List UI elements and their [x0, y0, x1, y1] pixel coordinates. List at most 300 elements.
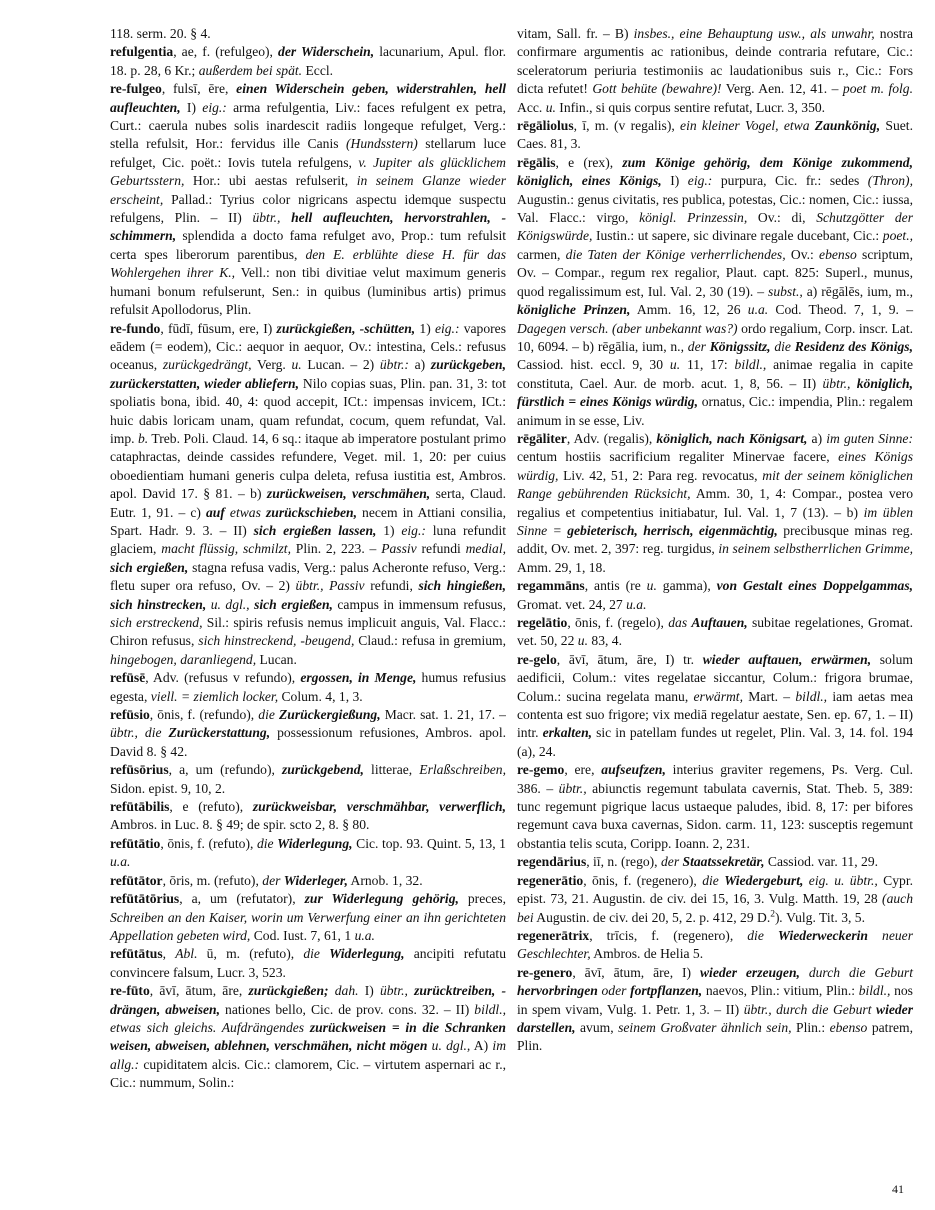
- headword: rēgāliter: [517, 430, 567, 446]
- headword: re-gelo: [517, 651, 557, 667]
- entry-text: , āvī, ātum, āre,: [149, 983, 249, 999]
- italic-note: Schutzgötter der Königswürde,: [517, 210, 913, 244]
- italic-note: (auch bei: [517, 891, 913, 925]
- dictionary-entry: [110, 761, 506, 798]
- italic-note: ein kleiner Vogel, etwa: [680, 118, 810, 134]
- italic-note: der: [687, 338, 706, 354]
- entry-text: centum hostiis sacrificium regaliter Minervae facere,: [517, 449, 839, 465]
- headword: regenerātio: [517, 872, 584, 888]
- italic-note: sich erstreckend,: [110, 615, 203, 630]
- dictionary-entry: [110, 890, 506, 945]
- entry-text: , ere,: [564, 762, 602, 778]
- italic-note: bildl.,: [795, 688, 828, 704]
- entry-text: stagna refusa vadis, Verg.: palus Acheronte refuso, Verg.: fletu super ora refuso, Ov. – 2): [110, 559, 506, 594]
- entry-text: Cassiod. hist. eccl. 9, 30: [517, 357, 670, 373]
- translation: Königssitz,: [709, 338, 771, 354]
- italic-note: bildl., etwas sich gleichs. Aufdrängendes: [110, 1001, 507, 1035]
- italic-note: übtr., Passiv: [295, 578, 365, 594]
- entry-text: solum aedificii, Colum.: vites regelatae siccantur, Colum.: frigora brumae, Colum.: sucina regelata manu,: [517, 651, 913, 704]
- entry-text: , iī, n. (rego),: [586, 854, 661, 870]
- dictionary-entry: [110, 835, 506, 872]
- italic-note: u.: [577, 633, 588, 649]
- italic-note: zurückgedrängt,: [162, 357, 252, 373]
- entry-text: ancipiti refutatu convincere falsum, Lucr. 3, 523.: [110, 946, 506, 980]
- entry-text: Nilo copias suas, Plin. pan. 31, 3: tot spoliatis bona, ibid. 40, 4: quod accepit, ICt.: impensas invicem, ICt.: huic dabis loricam unam, quam refundat, cocum, quem refundat, Val. imp.: [110, 375, 506, 446]
- dictionary-entry: [517, 761, 913, 853]
- italic-note: mit der seinem königlichen Range gebührenden Rücksicht,: [517, 467, 913, 502]
- translation: ergossen, in Menge,: [300, 670, 417, 686]
- entry-text: Arnob. 1, 32.: [347, 872, 423, 888]
- italic-note: u.a.: [354, 927, 375, 943]
- dictionary-entry: [110, 706, 506, 761]
- entry-text: , a, um (refundo),: [168, 762, 282, 778]
- translation: Zurückerstattung,: [168, 725, 271, 741]
- entry-text: a) rēgālēs, ium, m.,: [802, 283, 914, 299]
- dictionary-entry: [110, 80, 506, 319]
- translation: Widerlegung,: [329, 946, 405, 962]
- entry-text: Liv. 42, 51, 2: Para reg. revocatus,: [558, 467, 763, 483]
- italic-note: seinem Großvater ähnlich sein,: [618, 1019, 792, 1035]
- entry-text: ordo regalium, Corp. inscr. Lat. 10, 6094. – b) rēgālia, ium, n.,: [517, 320, 914, 354]
- translation: zurücktreiben, -drängen, abweisen,: [110, 983, 506, 1017]
- translation: zurückgebend,: [281, 762, 364, 778]
- entry-text: patrem, Plin.: [517, 1019, 913, 1054]
- entry-text: , antis (re: [584, 578, 647, 594]
- italic-note: u.: [545, 99, 556, 115]
- translation: königlich, fürstlich = eines Königs würdig,: [517, 375, 913, 410]
- dictionary-entry: [517, 430, 913, 577]
- entry-text: avum,: [575, 1019, 619, 1035]
- headword: refūtātus: [110, 946, 163, 962]
- entry-text: naevos, Plin.: vitium, Plin.:: [702, 983, 859, 999]
- entry-text: , ōnis, f. (refundo),: [149, 707, 259, 723]
- italic-note: die: [702, 872, 719, 888]
- entry-text: I): [180, 99, 203, 115]
- entry-text: iam aetas mea contenta est suo frigore; vix mediā regelatur aestate, Sen. ep. 67, 1. – II) intr.: [517, 688, 913, 741]
- entry-text: subitae regelationes, Gromat. vet. 50, 22: [517, 615, 913, 649]
- entry-text: Amm. 30, 1, 4: Compar., postea vero regalius et competentius initiabatur, Iul. Val. 1, 7 (13). – b): [517, 486, 914, 520]
- entry-text: Mart. –: [742, 688, 796, 704]
- italic-note: medial,: [465, 541, 506, 557]
- entry-text: Sil.: spiris refusis nemus implicuit anguis, Val. Flacc.: Chiron refusus,: [110, 615, 506, 649]
- headword: rēgālis: [517, 154, 556, 170]
- entry-text: 11, 17:: [680, 357, 735, 373]
- entry-text: Infin., si quis corpus sentire refutat, Lucr. 3, 350.: [555, 99, 826, 115]
- entry-text: Cic. top. 93. Quint. 5, 13, 1: [352, 835, 506, 851]
- headword: regammāns: [517, 578, 585, 594]
- italic-note: viell. = ziemlich locker,: [150, 688, 279, 704]
- italic-note: die: [303, 946, 320, 962]
- entry-text: Verg.: [251, 357, 292, 373]
- dictionary-entry: [517, 927, 913, 964]
- translation: Widerlegung,: [277, 835, 353, 851]
- entry-text: nos in spem vivam, Vulg. 1. Petr. 1, 3. – II): [517, 983, 913, 1017]
- italic-note: ebenso: [819, 246, 857, 262]
- entry-text: , ōnis, f. (refuto),: [160, 835, 257, 851]
- entry-text: , e (refuto),: [169, 799, 253, 815]
- entry-text: a): [408, 357, 431, 373]
- entry-text: A): [470, 1038, 493, 1054]
- italic-note: Passiv: [381, 541, 417, 557]
- italic-note: im guten Sinne:: [826, 430, 913, 446]
- entry-text: I): [661, 173, 688, 189]
- headword: refūtātor: [110, 872, 163, 888]
- dictionary-entry: [517, 577, 913, 614]
- italic-note: macht flüssig, schmilzt,: [161, 541, 291, 557]
- entry-text: campus in immensum refusus,: [332, 596, 506, 612]
- entry-text: [280, 210, 291, 225]
- entry-text: Acc.: [517, 99, 546, 115]
- translation: wieder auftauen, erwärmen,: [702, 651, 872, 667]
- italic-note: durch die Geburt: [808, 964, 913, 980]
- headword: re-fūto: [110, 983, 150, 999]
- translation: wieder erzeugen,: [699, 964, 800, 980]
- translation: zurückweisen, verschmähen,: [266, 486, 431, 502]
- entry-text: Amm. 16, 12, 26: [630, 302, 748, 318]
- italic-note: königl. Prinzessin,: [639, 210, 748, 226]
- entry-text: Verg. Aen. 12, 41. –: [721, 81, 843, 97]
- entry-text: ū, m. (refuto),: [197, 946, 304, 962]
- italic-note: oder: [601, 983, 627, 999]
- entry-text: , trīcis, f. (regenero),: [589, 927, 748, 943]
- italic-note: übtr.:: [379, 357, 409, 373]
- entry-text: , a, um (refutator),: [179, 891, 305, 907]
- dictionary-entry: [517, 25, 913, 117]
- entry-text: Lucan.: [256, 651, 297, 667]
- entry-text: Colum. 4, 1, 3.: [278, 688, 363, 704]
- entry-text: Claud.: refusa in gremium,: [354, 633, 506, 649]
- entry-text: Iustin.: ut sapere, sic divinare regale ducebant, Cic.:: [592, 228, 883, 244]
- dictionary-entry: [110, 982, 506, 1092]
- italic-note: (Hundsstern): [346, 136, 418, 152]
- entry-text: scriptum, Ov. – Compar., regum rex regalior, Plaut. capt. 825: Superl., munus, quod regalissimum est, Iul. Val. 2, 30 (19). –: [517, 246, 914, 299]
- italic-note: subst.,: [768, 283, 803, 299]
- entry-text: Gromat. vet. 24, 27: [517, 596, 627, 612]
- dictionary-entry: [110, 25, 506, 43]
- translation: Staatssekretär,: [682, 854, 765, 870]
- italic-note: poet.,: [882, 228, 913, 244]
- entry-text: , ōris, m. (refuto),: [162, 872, 263, 888]
- entry-text: Cod. Iust. 7, 61, 1: [250, 927, 355, 943]
- headword: rēgāliolus: [517, 118, 574, 134]
- entry-text: abiunctis regemunt tabulata cavernis, Stat. Theb. 5, 389: tunc regemunt pigrique lacus ustaeque paludes, ibid. 8, 17: per bifores regemunt cava buxa cavernas, Sidon. carm. 11, 123: susceptis regemunt obstantia telis scuta, Coripp. Ioann. 2, 231.: [517, 780, 913, 851]
- entry-text: gamma),: [656, 578, 717, 594]
- entry-text: , ae, f. (refulgeo),: [173, 44, 279, 60]
- translation: zum Könige gehörig, dem Könige zukommend, königlich, eines Königs,: [517, 154, 913, 189]
- italic-note: eig.:: [202, 99, 227, 115]
- headword: refūsōrius: [110, 762, 169, 778]
- dictionary-entry: [110, 798, 506, 835]
- entry-text: Vulg. Tit. 3, 5.: [782, 909, 865, 925]
- italic-note: u.: [291, 357, 302, 373]
- italic-note: in seinem selbstherrlichen Grimme,: [718, 541, 913, 557]
- entry-text: cupiditatem alcis. Cic.: clamorem, Cic. – virtutem aspernari ac r., Cic.: nummum, Solin.:: [110, 1056, 506, 1091]
- entry-text: lacunarium, Apul. flor. 18. p. 28, 6 Kr.;: [110, 44, 507, 78]
- italic-note: übtr.,: [252, 210, 281, 226]
- entry-text: 118. serm. 20. § 4.: [110, 26, 211, 41]
- entry-text: ornatus, Cic.: impendia, Plin.: regalem animum in se esse, Liv.: [517, 394, 913, 428]
- entry-text: carmen,: [517, 246, 566, 262]
- dictionary-entry: [110, 43, 506, 80]
- entry-text: Pallad.: Tyrius color nigricans aspectu idemque suspectu refulgens, Plin. – II): [110, 191, 506, 226]
- italic-note: das: [668, 615, 688, 630]
- italic-note: die: [256, 835, 274, 851]
- italic-note: u.a.: [110, 854, 131, 870]
- entry-text: , Adv. (refusus v refundo),: [145, 670, 301, 686]
- dictionary-entry: [517, 964, 913, 1056]
- translation: zur Widerlegung gehörig,: [304, 891, 459, 907]
- translation: einen Widerschein geben, widerstrahlen, hell aufleuchten,: [110, 81, 506, 115]
- italic-note: die: [774, 338, 791, 354]
- entry-text: , fulsī, ēre,: [161, 81, 237, 97]
- entry-text: interius graviter regemens, Ps. Verg. Cul. 386. –: [517, 762, 913, 796]
- headword: refūsio: [110, 707, 150, 723]
- italic-note: insbes., eine Behauptung usw., als unwahr,: [633, 26, 875, 41]
- italic-note: im üblen Sinne =: [517, 504, 913, 538]
- translation: hervorbringen: [517, 983, 598, 999]
- translation: von Gestalt eines Doppelgammas,: [716, 578, 914, 594]
- entry-text: , Adv. (regalis),: [566, 430, 657, 446]
- entry-text: 1): [376, 522, 402, 538]
- entry-text: splendida a docto fama refulget avo, Prop.: tum refulsit certa spes liberorum parentibus,: [110, 228, 506, 262]
- entry-text: nationes bello, Cic. de prov. cons. 32. – II): [220, 1001, 475, 1017]
- entry-text: Cypr. epist. 73, 21. Augustin. de civ. dei 15, 16, 3. Vulg. Matth. 19, 28: [517, 872, 913, 907]
- entry-text: arma refulgentia, Liv.: faces refulgent ex petra, Curt.: caerula nubes solis inardescit radiis longeque refulget, Verg.: stella refulsit, Hor.: fervidus ille Canis: [110, 99, 506, 152]
- italic-note: u.a.: [747, 302, 769, 318]
- italic-note: der: [262, 872, 281, 888]
- italic-note: sich hinstreckend, -beugend,: [198, 633, 355, 649]
- dictionary-entry: [517, 853, 913, 871]
- translation: wieder darstellen,: [517, 1001, 913, 1035]
- italic-note: eig. u. übtr.,: [808, 872, 878, 888]
- italic-note: poet m. folg.: [842, 81, 913, 97]
- translation: Auftauen,: [691, 615, 748, 630]
- entry-text: , āvī, ātum, āre, I) tr.: [556, 651, 703, 667]
- entry-text: purpura, Cic. fr.: sedes: [712, 173, 868, 189]
- italic-note: v. Jupiter als glücklichem Geburtsstern,: [110, 154, 506, 189]
- entry-text: Cassiod. var. 11, 29.: [764, 854, 879, 870]
- italic-note: eines Königs würdig,: [517, 449, 913, 483]
- headword: re-genero: [517, 964, 573, 980]
- italic-note: u.a.: [626, 596, 647, 612]
- italic-note: hingebogen, daranliegend,: [110, 651, 257, 667]
- italic-note: im allg.:: [110, 1038, 507, 1072]
- translation: sich ergießen,: [110, 559, 189, 575]
- translation: Wiedergeburt,: [724, 872, 804, 888]
- translation: sich ergießen,: [254, 596, 333, 612]
- italic-note: übtr.,: [379, 983, 408, 999]
- headword: refūtātōrius: [110, 891, 180, 907]
- entry-text: Ambros. in Luc. 8. § 49; de spir. scto 2, 8. § 80.: [110, 817, 370, 833]
- entry-text: , e (rex),: [555, 154, 623, 170]
- italic-note: etwas: [229, 504, 261, 520]
- entry-text: [868, 928, 882, 943]
- headword: regenerātrix: [517, 927, 590, 943]
- headword: regelātio: [517, 615, 568, 630]
- translation: zurückschieben,: [265, 504, 357, 520]
- italic-note: übtr.,: [558, 780, 587, 796]
- entry-text: vitam, Sall. fr. – B): [517, 26, 634, 41]
- italic-note: übtr., die: [110, 725, 162, 741]
- entry-text: possessionum refusiones, Ambros. apol. David 8. § 42.: [110, 725, 506, 759]
- italic-note: u. dgl.,: [210, 596, 250, 612]
- italic-note: übtr.,: [822, 375, 851, 391]
- entry-text: Lucan. – 2): [301, 357, 380, 373]
- translation: Residenz des Königs,: [794, 338, 913, 354]
- italic-note: die: [258, 707, 275, 723]
- entry-text: sic in patellam fundes ut regelet, Plin. Val. 3, 14. fol. 194 (a), 24.: [517, 725, 913, 759]
- italic-note: außerdem bei spät.: [198, 62, 303, 78]
- entry-text: serta, Claud. Eutr. 1, 91. – c): [110, 486, 507, 520]
- entry-text: refundi: [416, 541, 466, 557]
- entry-text: Eccl.: [302, 62, 334, 78]
- entry-text: I): [358, 983, 380, 999]
- translation: erkalten,: [542, 725, 593, 741]
- entry-text: Cod. Theod. 7, 1, 9. –: [768, 302, 913, 318]
- entry-text: Plin.:: [791, 1019, 830, 1035]
- entry-text: Ambros. de Helia 5.: [590, 946, 704, 962]
- italic-note: übtr., durch die Geburt: [743, 1001, 872, 1017]
- italic-note: bildl.,: [858, 983, 891, 999]
- headword: regendārius: [517, 854, 587, 870]
- entry-text: animae regalia in capite constituta, Cael. Aur. de morb. acut. 1, 8, 56. – II): [517, 357, 913, 391]
- translation: aufseufzen,: [601, 762, 666, 778]
- dictionary-entry: [517, 154, 913, 430]
- dictionary-entry: [517, 872, 913, 927]
- headword: re-fulgeo: [110, 81, 162, 97]
- page-number: 41: [892, 1182, 904, 1196]
- entry-text: Vell.: non tibi divitiae velut maximum generis humani bonum refulserunt, Sen.: in quibus (luminibus artis) primus refulsit Apollodorus, Plin.: [110, 265, 506, 318]
- italic-note: erwärmt,: [693, 688, 743, 704]
- entry-text: litterae,: [363, 762, 420, 778]
- entry-text: preces,: [458, 891, 506, 907]
- italic-note: neuer Geschlechter,: [517, 927, 913, 962]
- entry-text: [800, 965, 809, 980]
- italic-note: Dagegen versch. (aber unbekannt was?): [517, 320, 738, 336]
- italic-note: den E. erblühte diese H. für das Wohlergehen ihrer K.,: [110, 246, 506, 281]
- entry-text: necem in Attiani consilia, Spart. Hadr. 9. 3. – II): [110, 504, 506, 538]
- italic-note: in seinem Glanze wieder erscheint,: [110, 173, 506, 207]
- italic-note: Erlaßschreiben,: [419, 762, 506, 778]
- translation: hell aufleuchten, hervorstrahlen, -schimmern,: [110, 210, 506, 244]
- entry-text: Sidon. epist. 9, 10, 2.: [110, 780, 226, 796]
- entry-text: luna refundit glaciem,: [110, 522, 507, 557]
- italic-note: u.: [669, 357, 681, 373]
- italic-note: u. dgl.,: [431, 1038, 471, 1054]
- entry-text: Macr. sat. 1. 21, 17. –: [380, 707, 506, 723]
- entry-text: Ov.: di,: [747, 210, 817, 226]
- translation: der Widerschein,: [278, 44, 375, 60]
- translation: zurückweisen = in die Schranken weisen, abweisen, ablehnen, verschmähen, nicht mögen: [110, 1019, 506, 1054]
- entry-text: Augustin.: genus civitatis, res publica, potestas, Cic.: nomen, Cic.: iussa, Val. Flacc.: virgo,: [517, 191, 913, 226]
- translation: Wiederweckerin: [777, 927, 868, 943]
- translation: fortpflanzen,: [630, 983, 703, 999]
- italic-note: ebenso: [829, 1019, 868, 1035]
- dictionary-entry: [517, 651, 913, 761]
- entry-text: ,: [162, 946, 176, 962]
- translation: zurückweisbar, verschmähbar, verwerflich,: [252, 799, 506, 815]
- entry-text: [162, 725, 169, 740]
- entry-text: , āvī, ātum, āre, I): [572, 964, 700, 980]
- translation: Widerleger,: [283, 872, 348, 888]
- italic-note: die Taten der Könige verherrlichendes,: [565, 246, 786, 262]
- translation: gebieterisch, herrisch, eigenmächtig,: [567, 522, 778, 538]
- italic-note: u.: [646, 578, 657, 594]
- italic-note: .: [779, 909, 783, 925]
- italic-note: Gott behüte (bewahre)!: [592, 81, 722, 97]
- entry-text: 83, 4.: [588, 633, 622, 649]
- translation: königliche Prinzen,: [517, 302, 631, 318]
- entry-text: [764, 928, 778, 943]
- italic-note: Schreiben an den Kaiser, worin um Verwerfung einer an ihn gerichteten Appellation gebeten wird,: [110, 909, 506, 943]
- italic-note: eig.:: [401, 522, 426, 538]
- headword: refūsē: [110, 670, 146, 686]
- italic-note: der: [660, 854, 680, 870]
- italic-note: b.: [138, 430, 149, 446]
- dictionary-entry: [110, 872, 506, 890]
- entry-text: , ōnis, f. (regenero),: [583, 872, 703, 888]
- headword: refulgentia: [110, 44, 174, 60]
- entry-text: Augustin. de civ. dei 20, 5, 2. p. 412, 29 D.: [533, 909, 771, 925]
- entry-text: stellarum luce refulget, Cic. poët.: Iovis tutela refulgens,: [110, 136, 507, 170]
- entry-text: Treb. Poli. Claud. 14, 6 sq.: itaque ab imperatore postulant primo cataphractas, deinde cassides refundere, Veget. mil. 1, 20: per cuius oboedientiam humani generis culpa deleta, refusa iustitia est, Ambros. apol. David 17. § 81. – b): [110, 430, 506, 502]
- italic-note: bildl.,: [734, 357, 767, 373]
- right-column: [517, 25, 913, 1056]
- headword: refūtābilis: [110, 799, 170, 815]
- entry-text: , ōnis, f. (regelo),: [567, 615, 669, 630]
- entry-text: , ī, m. (v regalis),: [573, 118, 681, 134]
- translation: zurückgießen, -schütten,: [276, 320, 416, 336]
- entry-text: humus refusius egesta,: [110, 670, 506, 704]
- entry-text: nostra confirmare argumentis ac rationibus, deinde contraria refutare, Cic.: sceleratorum periuria testimoniis ac laudationibus suis r., Cic.: Fors dicta refutet!: [517, 26, 913, 97]
- entry-text: vapores eādem (= eodem), Cic.: aequor in aequor, Ov.: intestina, Cels.: refusus oceanus,: [110, 320, 506, 373]
- entry-text: precibusque minas reg. addit, Ov. met. 2, 397: reg. turgidus,: [517, 522, 913, 557]
- italic-note: eig.:: [434, 320, 460, 336]
- entry-text: a): [807, 430, 827, 446]
- dictionary-entry: [110, 945, 506, 982]
- headword: re-gemo: [517, 762, 565, 778]
- italic-note: dah.: [334, 983, 359, 999]
- translation: zurückgießen;: [248, 983, 329, 999]
- italic-note: Abl.: [175, 946, 198, 962]
- entry-text: Amm. 29, 1, 18.: [517, 559, 606, 575]
- dictionary-entry: [517, 614, 913, 651]
- translation: zurückgeben, zurückerstatten, wieder abliefern,: [110, 357, 507, 391]
- left-column: [110, 25, 506, 1093]
- translation: königlich, nach Königsart,: [656, 430, 808, 446]
- headword: re-fundo: [110, 320, 161, 336]
- entry-text: Ov.:: [785, 246, 820, 262]
- entry-text: Plin. 2, 223. –: [290, 541, 382, 557]
- italic-note: eig.:: [687, 173, 713, 189]
- entry-text: , fūdī, fūsum, ere, I): [160, 320, 277, 336]
- translation: sich hingießen, sich hinstrecken,: [110, 578, 507, 612]
- translation: Zurückergießung,: [279, 707, 381, 723]
- entry-text: 1): [415, 320, 435, 336]
- entry-text: ): [775, 909, 780, 925]
- translation: Zaunkönig,: [814, 118, 881, 134]
- entry-text: Suet. Caes. 81, 3.: [517, 118, 913, 152]
- entry-text: Hor.: ubi aestas refulserit,: [184, 173, 357, 189]
- dictionary-entry: [110, 320, 506, 670]
- headword: refūtātio: [110, 835, 161, 851]
- dictionary-entry: [517, 117, 913, 154]
- italic-note: (Thron),: [867, 173, 913, 189]
- entry-text: refundi,: [364, 578, 419, 594]
- superscript: 2: [770, 908, 775, 919]
- entry-text: [320, 946, 329, 961]
- dictionary-entry: [110, 669, 506, 706]
